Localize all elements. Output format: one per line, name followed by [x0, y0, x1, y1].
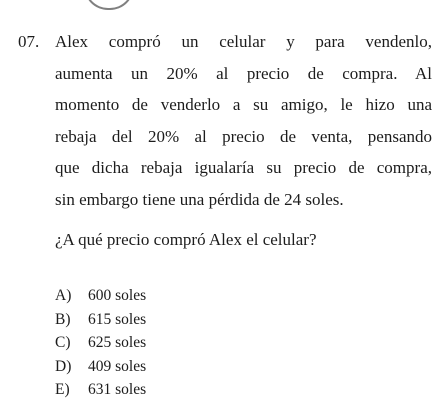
option-letter: E) — [55, 381, 70, 398]
question-statement — [55, 26, 432, 215]
option-text: 600 soles — [88, 287, 147, 304]
option-text: 615 soles — [88, 310, 147, 328]
option-letter: C) — [55, 334, 71, 351]
statement-line: Alex compró un celular y para vendenlo, — [55, 32, 432, 51]
statement-line: que dicha rebaja igualaría su precio de compra, — [55, 158, 432, 177]
option-letter: B) — [55, 310, 71, 328]
statement-line: sin embargo tiene una pérdida de 24 soles. — [55, 189, 344, 209]
statement-line: momento de venderlo a su amigo, le hizo una — [55, 95, 432, 114]
option-e — [55, 378, 146, 402]
question-number: 07. — [18, 32, 40, 51]
option-b — [55, 308, 146, 332]
statement-line: rebaja del 20% al precio de venta, pensando — [55, 126, 432, 146]
option-letter: D) — [55, 357, 72, 375]
option-text: 409 soles — [88, 357, 147, 375]
statement-line: aumenta un 20% al precio de compra. Al — [55, 63, 432, 83]
option-c — [55, 331, 146, 355]
header-logo-fragment — [84, 0, 134, 10]
question-prompt: ¿A qué precio compró Alex el celular? — [55, 230, 317, 249]
option-a — [55, 284, 146, 308]
option-letter: A) — [55, 287, 72, 304]
option-text: 631 soles — [88, 381, 147, 398]
option-d — [55, 355, 146, 379]
option-text: 625 soles — [88, 334, 147, 351]
answer-options — [55, 284, 146, 402]
